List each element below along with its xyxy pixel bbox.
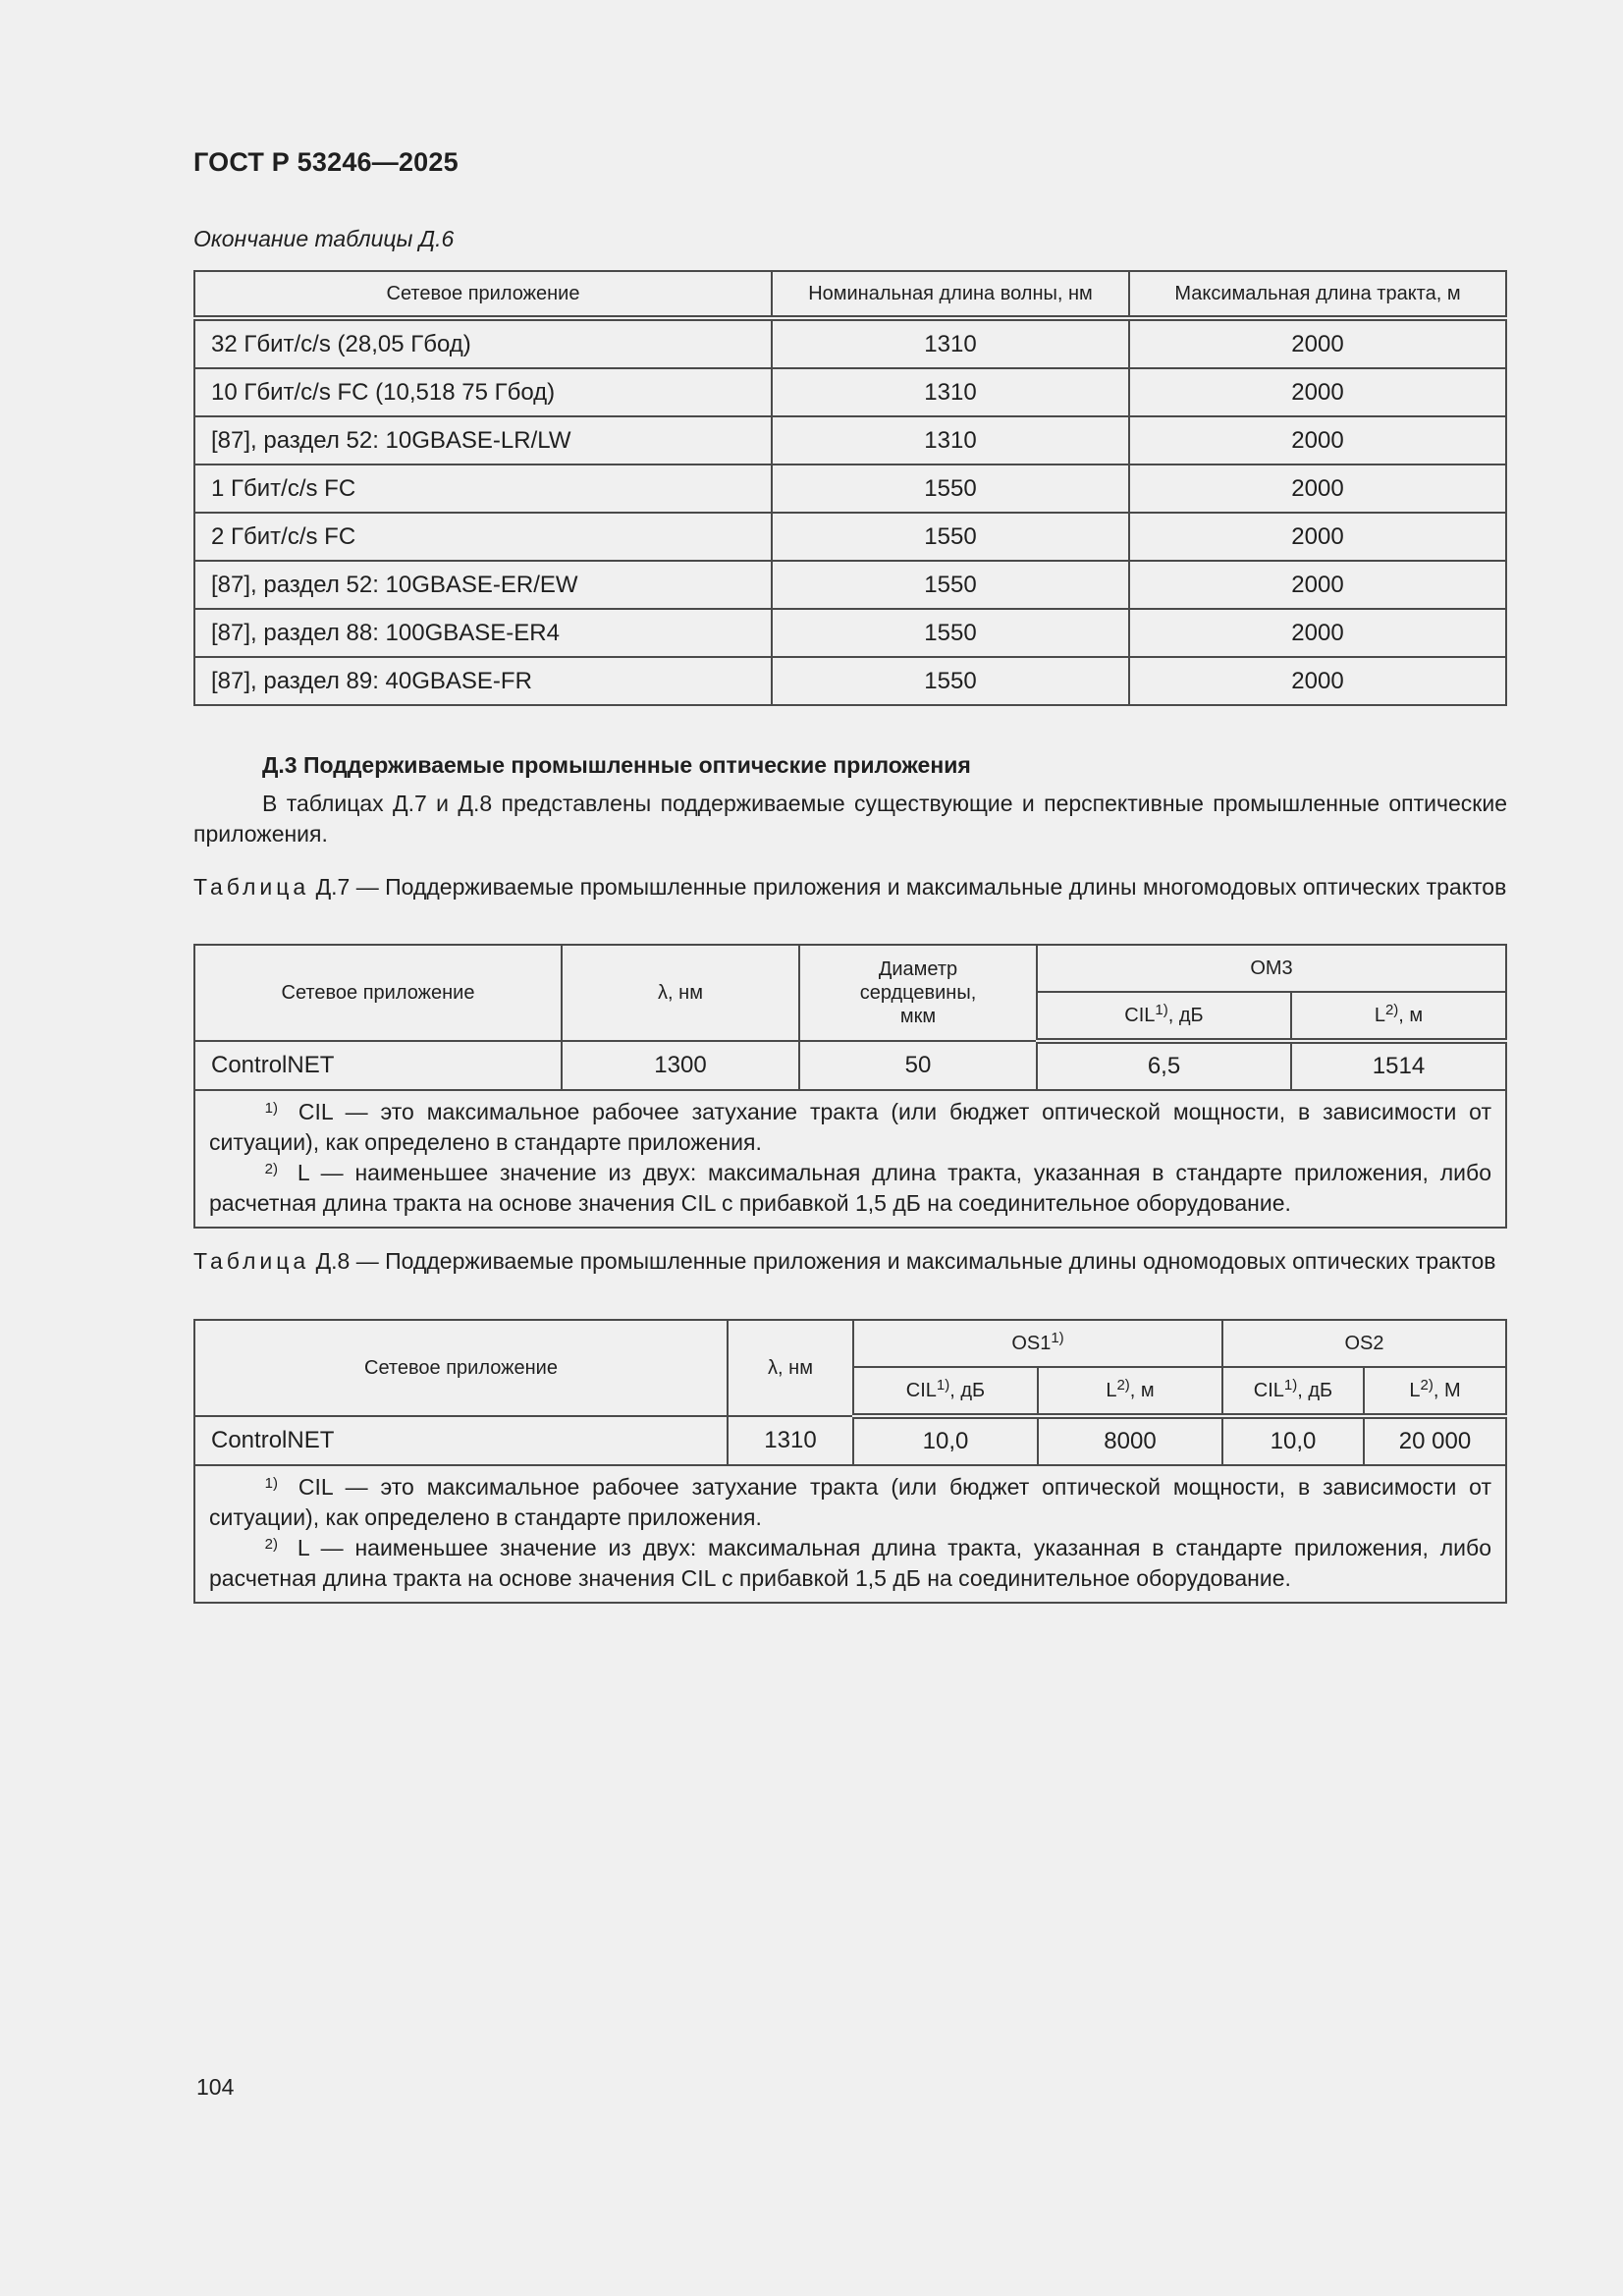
footnote-cell [194,1090,1506,1228]
cil-text: CIL [1124,1005,1156,1026]
footnote-mark: 1) [264,1100,278,1117]
table-cell: ControlNET [194,1416,728,1465]
column-header: Сетевое приложение [194,271,772,318]
table-label: Таблица [193,1248,310,1274]
table-cell: 2000 [1129,561,1506,609]
cil-text: CIL [1253,1380,1284,1401]
footnote-mark: 2) [264,1161,278,1177]
core-line-1: Диаметр [878,958,958,980]
column-header-l [1291,992,1506,1041]
table-caption-text: Д.8 — Поддерживаемые промышленные приложения и максимальные длины одномодовых оптических трактов [309,1248,1496,1274]
l-text: L [1409,1380,1421,1401]
table-cell: 10 Гбит/c/s FC (10,518 75 Гбод) [194,368,772,416]
table-cell: 1550 [772,609,1129,657]
table-cell: 1310 [772,416,1129,465]
footnote-2 [209,1533,1491,1594]
column-group-header: OS2 [1222,1320,1506,1367]
table-cell: 1 Гбит/c/s FC [194,465,772,513]
unit-text: , м [1129,1380,1155,1401]
l-text: L [1106,1380,1117,1401]
table-cell: 1310 [772,318,1129,368]
table-cell: 2000 [1129,368,1506,416]
table-row [194,657,1506,705]
column-header: λ, нм [728,1320,853,1416]
footnote-text: CIL — это максимальное рабочее затухание тракта (или бюджет оптической мощности, в зависимости от ситуации), как определено в стандарте приложения. [209,1099,1491,1155]
column-header-l [1364,1367,1506,1416]
column-header-cil [1037,992,1291,1041]
cil-text: CIL [905,1380,937,1401]
footnote-ref: 1) [1051,1330,1064,1346]
core-line-3: мкм [899,1006,937,1027]
table-cell: 1550 [772,657,1129,705]
column-header: λ, нм [562,945,799,1041]
footnote-row [194,1465,1506,1603]
unit-text: , М [1433,1380,1461,1401]
table-caption-text: Д.7 — Поддерживаемые промышленные приложения и максимальные длины многомодовых оптических трактов [309,874,1507,900]
table-cell: 2000 [1129,513,1506,561]
table-cell: ControlNET [194,1041,562,1090]
column-header-core [799,945,1037,1041]
table-cell: [87], раздел 52: 10GBASE-LR/LW [194,416,772,465]
table-row [194,609,1506,657]
table-header-row [194,1320,1506,1367]
column-header: Максимальная длина тракта, м [1129,271,1506,318]
table-cell: 10,0 [1222,1416,1364,1465]
table-row [194,513,1506,561]
footnote-row [194,1090,1506,1228]
table-cell: 2 Гбит/c/s FC [194,513,772,561]
table-cell: 8000 [1038,1416,1222,1465]
table-cell: 2000 [1129,416,1506,465]
table6-continuation-caption: Окончание таблицы Д.6 [193,226,455,251]
table-cell: 20 000 [1364,1416,1506,1465]
column-header: Сетевое приложение [194,1320,728,1416]
footnote-ref: 1) [1283,1377,1298,1394]
footnote-text: CIL — это максимальное рабочее затухание тракта (или бюджет оптической мощности, в зависимости от ситуации), как определено в стандарте приложения. [209,1474,1491,1530]
column-header: Сетевое приложение [194,945,562,1041]
table-row [194,1041,1506,1090]
table-d7 [193,944,1507,1229]
table-cell: 32 Гбит/c/s (28,05 Гбод) [194,318,772,368]
footnote-ref: 2) [1420,1377,1434,1394]
column-group-header [853,1320,1222,1367]
column-header-cil [853,1367,1038,1416]
footnote-ref: 2) [1384,1002,1399,1018]
footnote-cell [194,1465,1506,1603]
column-header: Номинальная длина волны, нм [772,271,1129,318]
table-row [194,318,1506,368]
table-cell: 10,0 [853,1416,1038,1465]
footnote-ref: 1) [1155,1002,1168,1018]
table-cell: 1514 [1291,1041,1506,1090]
footnote-1 [209,1472,1491,1533]
footnote-text: L — наименьшее значение из двух: максимальная длина тракта, указанная в стандарте приложения, либо расчетная длина тракта на основе значения CIL с прибавкой 1,5 дБ на соединительное оборудование. [209,1160,1491,1216]
footnote-2 [209,1158,1491,1219]
paragraph-text: В таблицах Д.7 и Д.8 представлены поддерживаемые существующие и перспективные промышленные оптические приложения. [193,791,1507,847]
table-label: Таблица [193,874,310,900]
table-cell: 2000 [1129,318,1506,368]
page-number: 104 [196,2074,235,2100]
core-line-2: сердцевины, [859,982,977,1004]
table-row [194,416,1506,465]
table8-caption [193,1246,1507,1277]
table-cell: [87], раздел 52: 10GBASE-ER/EW [194,561,772,609]
section-heading: Д.3 Поддерживаемые промышленные оптические приложения [262,752,971,778]
table-d6 [193,270,1507,706]
unit-text: , дБ [1167,1005,1204,1026]
footnote-ref: 2) [1116,1377,1130,1394]
column-group-header: ОМ3 [1037,945,1506,992]
table-header-row [194,945,1506,992]
group-text: OS1 [1011,1333,1052,1354]
footnote-ref: 1) [936,1377,950,1394]
table-cell: 1300 [562,1041,799,1090]
l-text: L [1374,1005,1385,1026]
footnote-mark: 2) [264,1536,278,1553]
table-cell: 1550 [772,561,1129,609]
table-row [194,561,1506,609]
table7-caption [193,872,1507,902]
table-cell: [87], раздел 88: 100GBASE-ER4 [194,609,772,657]
table-cell: 1550 [772,465,1129,513]
footnote-mark: 1) [264,1475,278,1492]
table-cell: [87], раздел 89: 40GBASE-FR [194,657,772,705]
unit-text: , дБ [1297,1380,1333,1401]
section-paragraph [193,789,1507,849]
unit-text: , дБ [949,1380,986,1401]
footnote-1 [209,1097,1491,1158]
table-cell: 1310 [728,1416,853,1465]
document-header: ГОСТ Р 53246—2025 [193,147,459,177]
footnote-text: L — наименьшее значение из двух: максимальная длина тракта, указанная в стандарте приложения, либо расчетная длина тракта на основе значения CIL с прибавкой 1,5 дБ на соединительное оборудование. [209,1535,1491,1591]
table-cell: 1310 [772,368,1129,416]
table-cell: 2000 [1129,465,1506,513]
table-cell: 2000 [1129,609,1506,657]
table-row [194,1416,1506,1465]
table-cell: 50 [799,1041,1037,1090]
table-row [194,465,1506,513]
unit-text: , м [1398,1005,1424,1026]
column-header-cil [1222,1367,1364,1416]
table-cell: 6,5 [1037,1041,1291,1090]
table-row [194,368,1506,416]
table-header-row [194,271,1506,318]
column-header-l [1038,1367,1222,1416]
table-cell: 2000 [1129,657,1506,705]
table-cell: 1550 [772,513,1129,561]
table-d8 [193,1319,1507,1604]
